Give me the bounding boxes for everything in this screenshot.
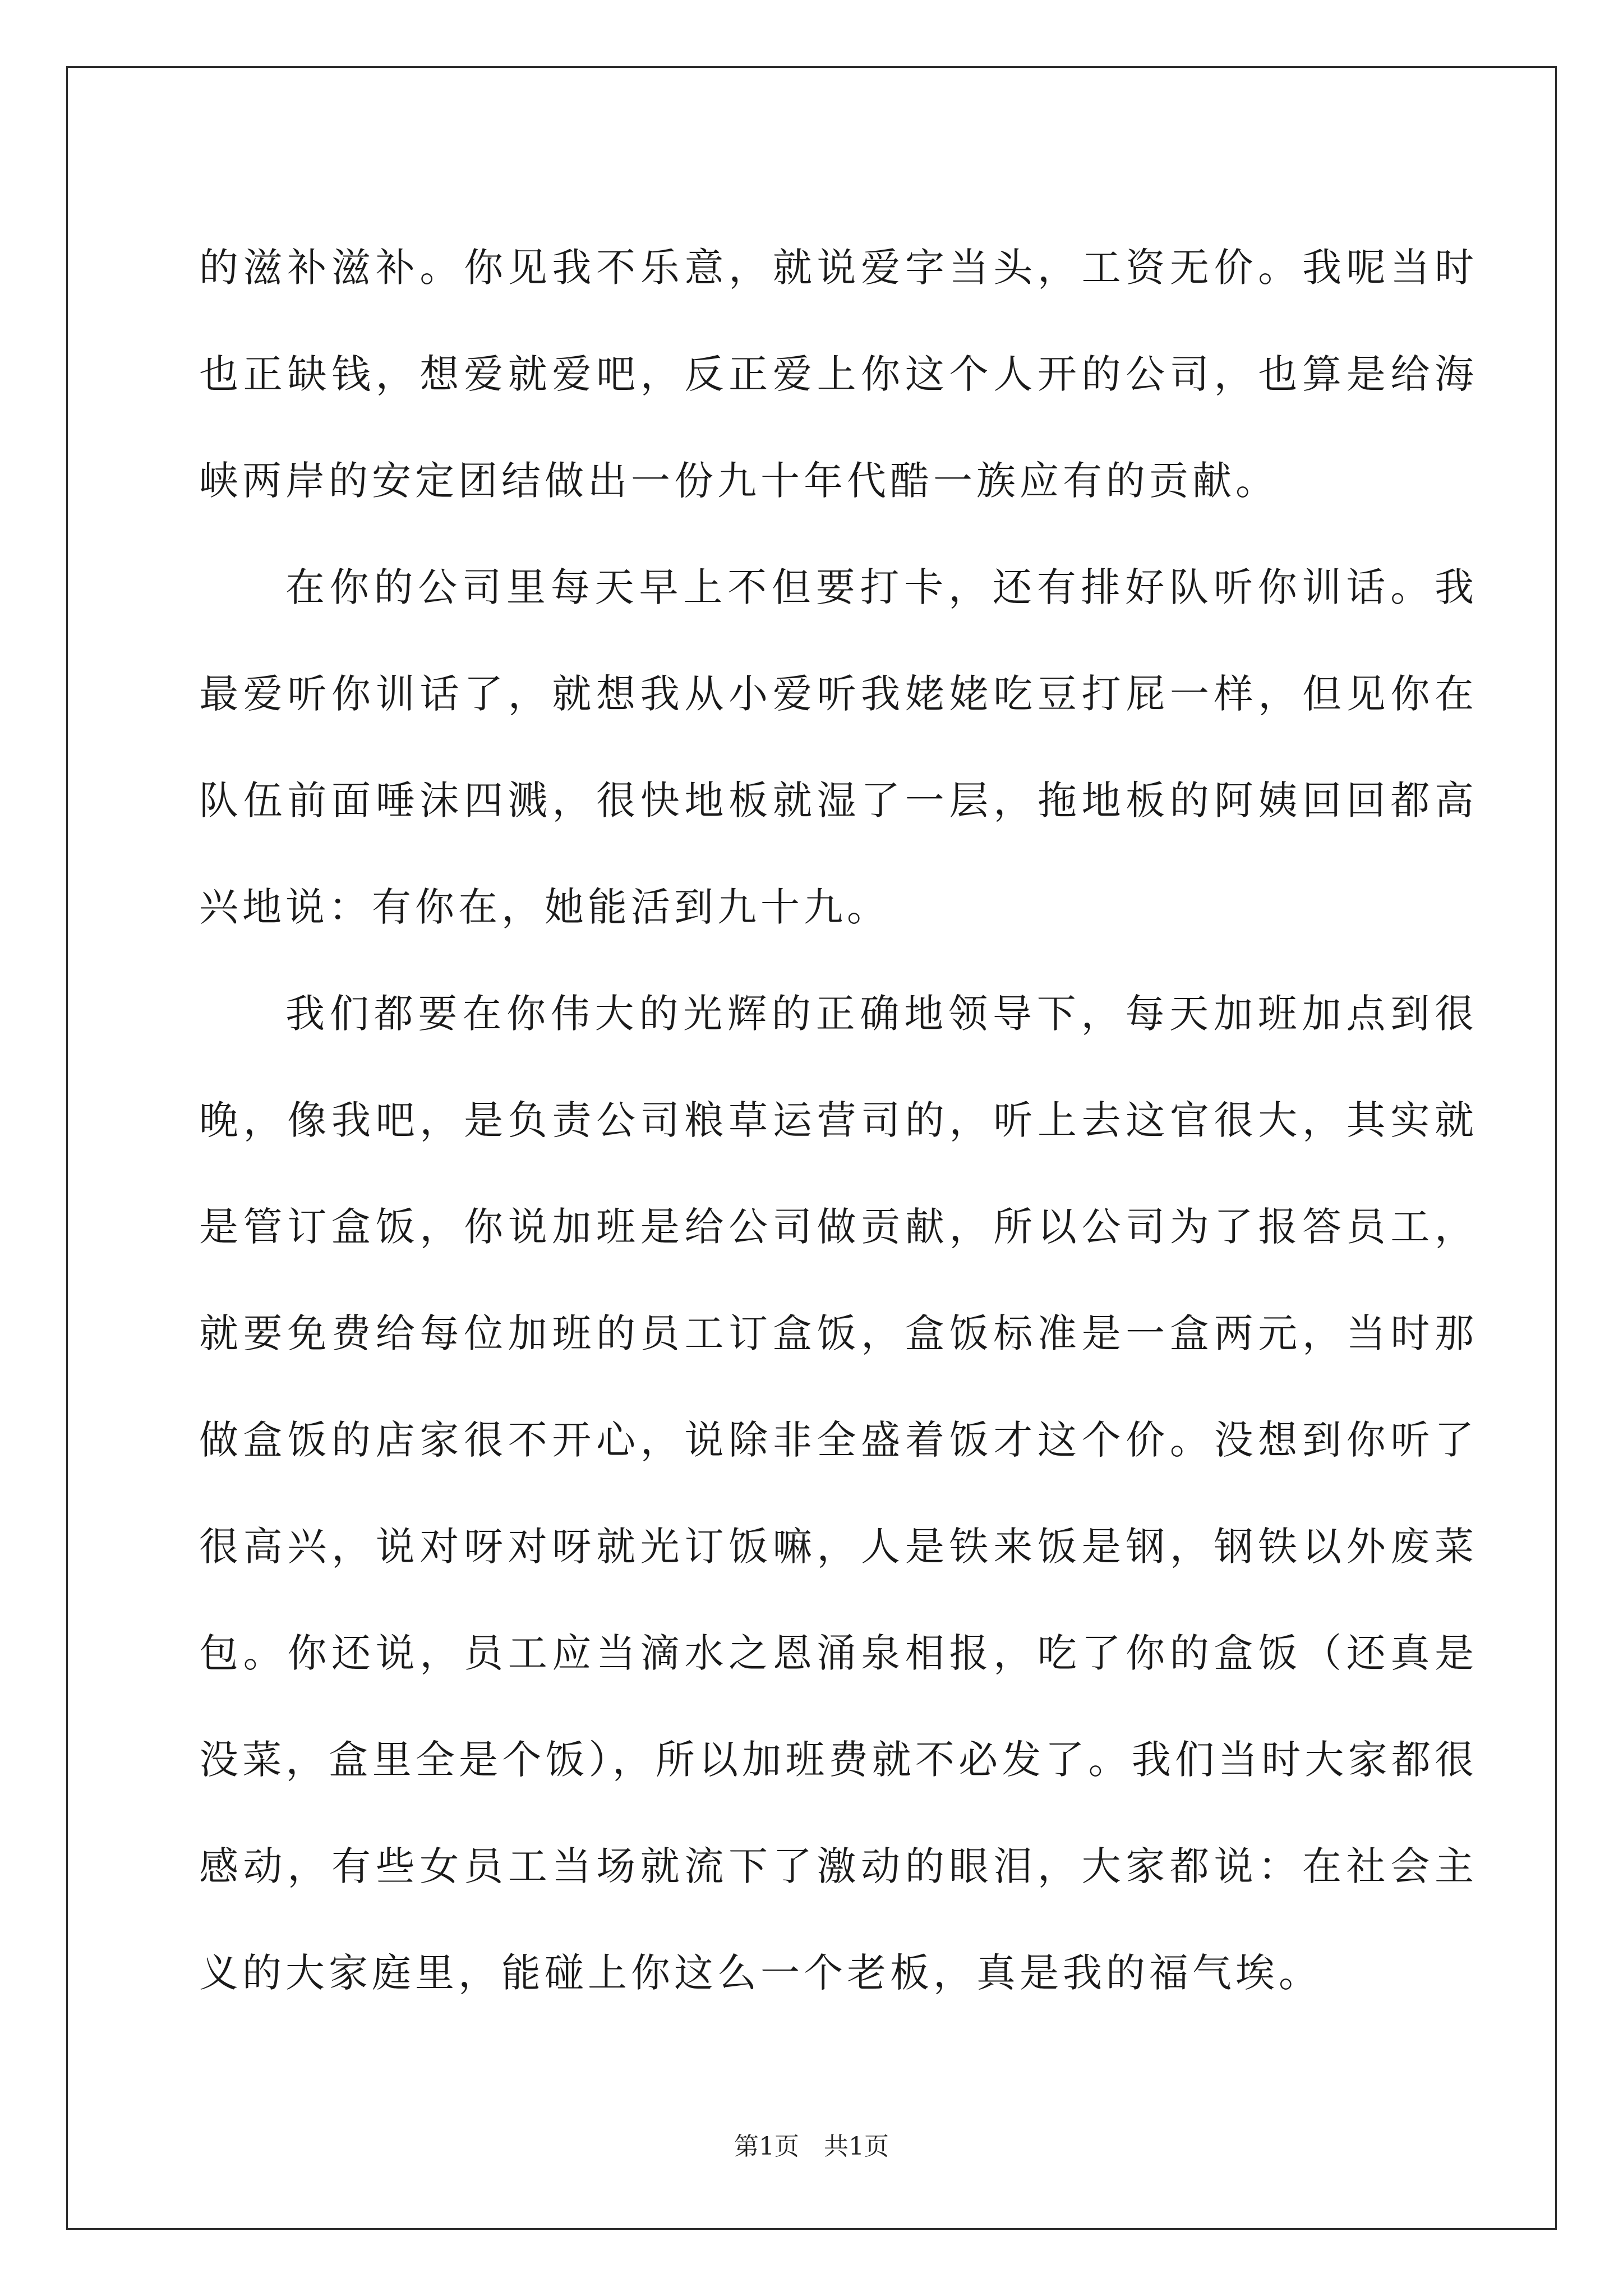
paragraph-2: 在你的公司里每天早上不但要打卡，还有排好队听你训话。我最爱听你训话了，就想我从小爱听我姥姥吃豆打屁一样，但见你在队伍前面唾沫四溅，很快地板就湿了一层，拖地板的阿姨回回都高兴地说：有你在，她能活到九十九。	[199, 564, 1478, 930]
paragraph-3: 我们都要在你伟大的光辉的正确地领导下，每天加班加点到很晚，像我吧，是负责公司粮草运营司的，听上去这官很大，其实就是管订盒饭，你说加班是给公司做贡献，所以公司为了报答员工，就要免费给每位加班的员工订盒饭，盒饭标准是一盒两元，当时那做盒饭的店家很不开心，说除非全盛着饭才这个价。没想到你听了很高兴，说对呀对呀就光订饭嘛，人是铁来饭是钢，钢铁以外废菜包。你还说，员工应当滴水之恩涌泉相报，吃了你的盒饭（还真是没菜，盒里全是个饭），所以加班费就不必发了。我们当时大家都很感动，有些女员工当场就流下了激动的眼泪，大家都说：在社会主义的大家庭里，能碰上你这么一个老板，真是我的福气埃。	[199, 991, 1478, 1996]
page-number-footer: 第1页 共1页	[734, 2132, 889, 2161]
paragraph-1: 的滋补滋补。你见我不乐意，就说爱字当头，工资无价。我呢当时也正缺钱，想爱就爱吧，反正爱上你这个人开的公司，也算是给海峡两岸的安定团结做出一份九十年代酷一族应有的贡献。	[199, 245, 1478, 504]
document-body	[199, 214, 1478, 2026]
